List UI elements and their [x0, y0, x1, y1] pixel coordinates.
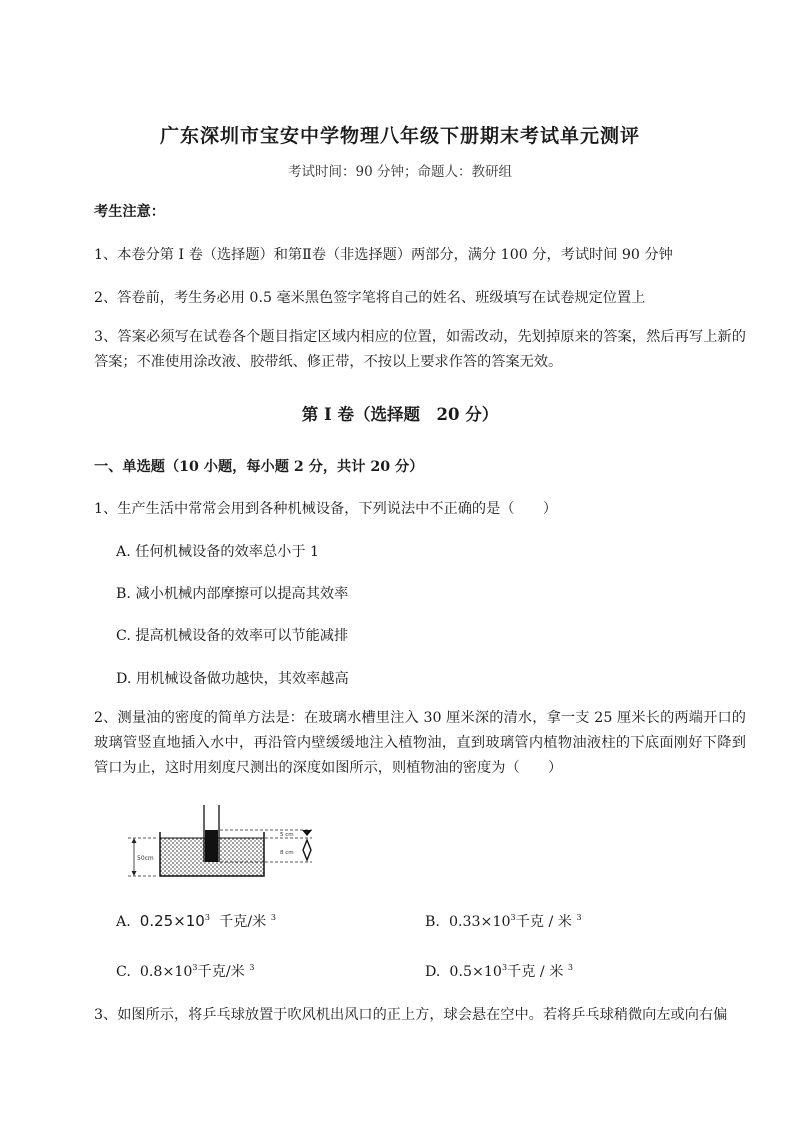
option-a-unit: 千克/米 — [218, 914, 267, 930]
option-c-unit-exp: 3 — [249, 963, 255, 972]
option-d-unit: 千克 / 米 — [507, 964, 564, 980]
part-heading: 一、单选题（10 小题，每小题 2 分，共计 20 分） — [94, 459, 424, 475]
document-title: 广东深圳市宝安中学物理八年级下册期末考试单元测评 — [159, 125, 640, 147]
document-subtitle: 考试时间：90 分钟；命题人：教研组 — [288, 164, 512, 180]
label-8cm: 8 cm — [280, 850, 294, 856]
option-b-exp: 3 — [510, 913, 516, 922]
marker-top — [302, 830, 312, 836]
notice-item-3: 3、答案必须写在试卷各个题目指定区域内相应的位置，如需改动，先划掉原来的答案，然后再写上新的答案；不准使用涂改液、胶带纸、修正带，不按以上要求作答的答案无效。 — [94, 329, 746, 370]
question-3-stem: 3、如图所示，将乒乓球放置于吹风机出风口的正上方，球会悬在空中。若将乒乓球稍微向左或向右偏 — [94, 1007, 728, 1023]
question-1-option-a: A. 任何机械设备的效率总小于 1 — [116, 544, 320, 560]
option-d-exp: 3 — [501, 963, 508, 972]
option-c-unit: 千克/米 — [197, 964, 245, 980]
option-a-prefix: A. — [116, 914, 131, 930]
option-d-prefix: D. — [425, 964, 441, 980]
question-1-option-d: D. 用机械设备做功越快，其效率越高 — [116, 671, 349, 687]
oil-column — [205, 830, 218, 862]
option-c-exp: 3 — [192, 963, 198, 972]
label-5cm: 5 cm — [280, 832, 294, 838]
question-2-stem: 2、测量油的密度的简单方法是：在玻璃水槽里注入 30 厘米深的清水，拿一支 25 厘米长的两端开口的玻璃管竖直地插入水中，再沿管内壁缓缓地注入植物油，直到玻璃管内植物油液柱的下底面刚好下降到管口为止，这时用刻度尺测出的深度如图所示，则植物油的密度为（ ） — [94, 710, 746, 776]
option-d-unit-exp: 3 — [567, 963, 574, 972]
notice-item-1: 1、本卷分第 I 卷（选择题）和第Ⅱ卷（非选择题）两部分，满分 100 分，考试时间 90 分钟 — [94, 247, 673, 263]
arrow-up — [132, 838, 137, 843]
option-b-value: 0.33×10 — [448, 914, 511, 930]
marker-diamond — [303, 840, 311, 860]
section-title: 第 I 卷（选择题 20 分） — [301, 405, 499, 424]
option-c-prefix: C. — [116, 964, 131, 980]
question-1-option-c: C. 提高机械设备的效率可以节能减排 — [116, 628, 349, 644]
option-a-exp: 3 — [204, 913, 210, 922]
question-2-option-d — [425, 961, 573, 981]
question-2-option-a — [116, 911, 276, 931]
notice-item-2: 2、答卷前，考生务必用 0.5 毫米黑色签字笔将自己的姓名、班级填写在试卷规定位置上 — [94, 290, 646, 306]
option-c-value: 0.8×10 — [139, 964, 193, 980]
tank-figure — [120, 802, 330, 880]
option-b-unit: 千克 / 米 — [515, 914, 572, 930]
arrow-down — [132, 871, 137, 876]
question-2-option-c — [116, 961, 254, 981]
label-50cm: 50cm — [137, 855, 154, 862]
option-d-value: 0.5×10 — [449, 964, 502, 980]
option-a-unit-exp: 3 — [270, 913, 276, 922]
option-b-prefix: B. — [425, 914, 440, 930]
question-1-option-b: B. 减小机械内部摩擦可以提高其效率 — [116, 586, 349, 602]
option-b-unit-exp: 3 — [576, 913, 582, 922]
option-a-value: 0.25×10 — [139, 912, 205, 930]
notice-heading: 考生注意： — [94, 204, 165, 220]
question-1-stem: 1、生产生活中常常会用到各种机械设备，下列说法中不正确的是（ ） — [94, 501, 558, 517]
question-2-option-b — [425, 911, 582, 931]
